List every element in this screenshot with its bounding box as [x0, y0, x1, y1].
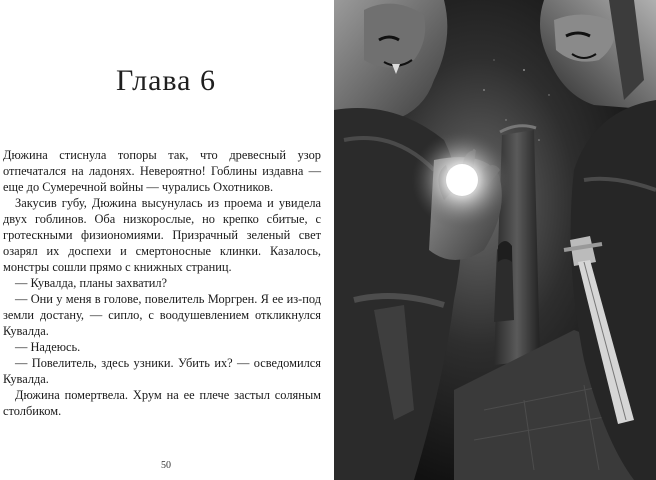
- chapter-title: Глава 6: [116, 64, 216, 97]
- hidden-girl-figure: [494, 241, 514, 322]
- page-number: 50: [161, 460, 171, 471]
- illustration-page: [334, 0, 656, 480]
- paragraph: — Они у меня в голове, повелитель Моргрен. Я ее из-под земли достану, — сипло, с воодушевлением откликнулся Кувалда.: [3, 292, 321, 338]
- paragraph: — Кувалда, планы захватил?: [15, 276, 168, 290]
- glowing-orb: [446, 164, 478, 196]
- chapter-body: [3, 147, 321, 419]
- paragraph: Закусив губу, Дюжина высунулась из проема и увидела двух гоблинов. Оба низкорослые, но крепко сбитые, с гротескными физиономиями. Призрачный зеленый свет озарял их доспехи и смертоносные клинки. Казалось, монстры сошли прямо с книжных страниц.: [3, 196, 321, 274]
- paragraph: Дюжина стиснула топоры так, что древесный узор отпечатался на ладонях. Невероятно! Гоблины издавна — еще до Сумеречной войны — чурались Охотников.: [3, 148, 321, 194]
- paragraph: — Надеюсь.: [15, 340, 81, 354]
- paragraph: Дюжина помертвела. Хрум на ее плече застыл соляным столбиком.: [3, 388, 321, 418]
- goblins-illustration: [334, 0, 656, 480]
- paragraph: — Повелитель, здесь узники. Убить их? — осведомился Кувалда.: [3, 356, 321, 386]
